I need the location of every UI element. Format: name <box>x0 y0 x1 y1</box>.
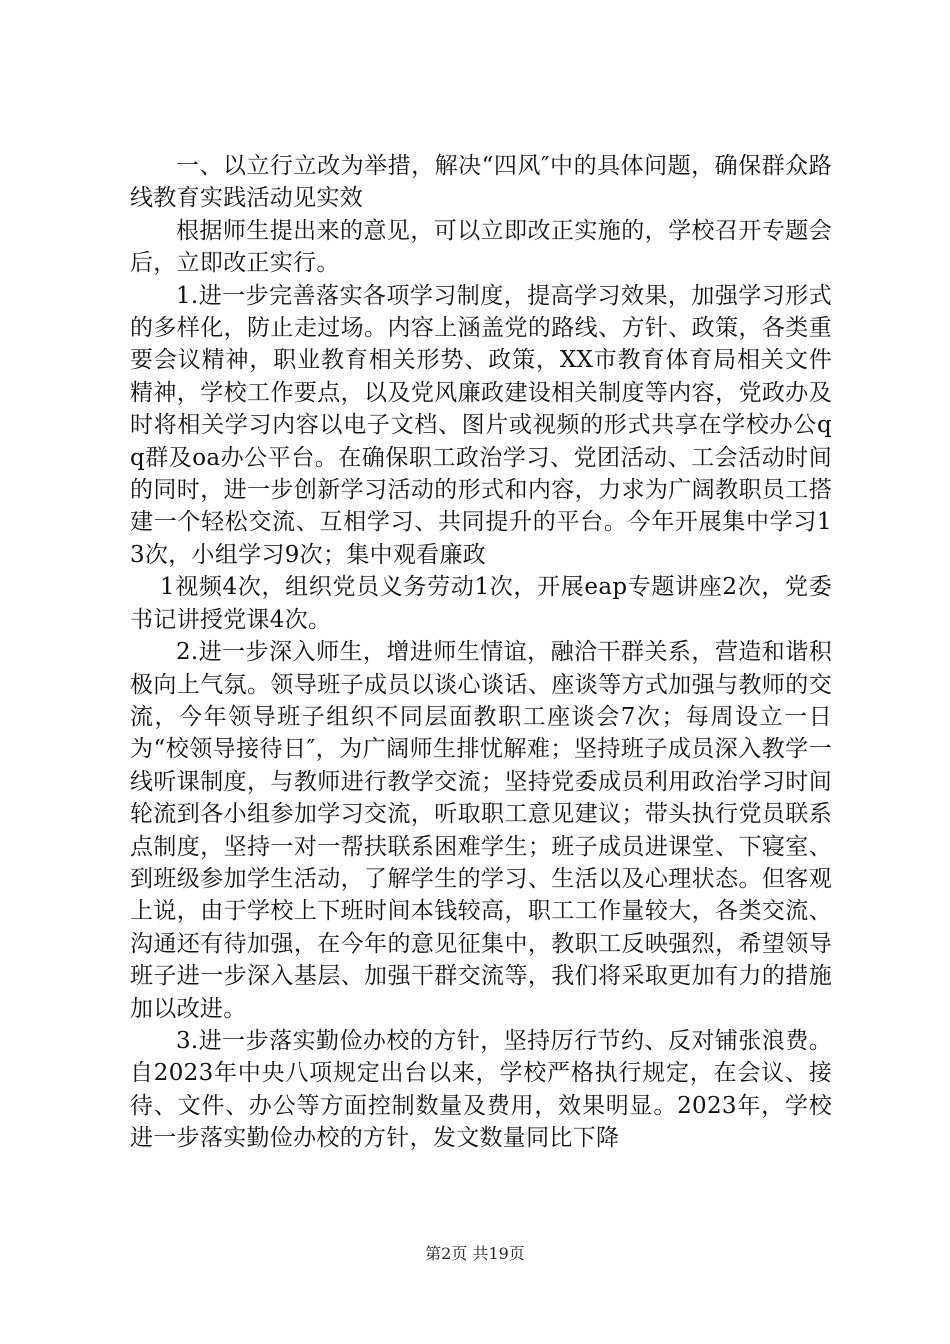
document-body <box>130 150 832 1155</box>
paragraph-intro: 根据师生提出来的意见，可以立即改正实施的，学校召开专题会后，立即改正实行。 <box>130 217 832 277</box>
paragraph-item-2: 2.进一步深入师生，增进师生情谊，融洽干群关系，营造和谐积极向上气氛。领导班子成员以谈心谈话、座谈等方式加强与教师的交流，今年领导班子组织不同层面教职工座谈会7次；每周设立一日为“校领导接待日″，为广阔师生排忧解难；坚持班子成员深入教学一线听课制度，与教师进行教学交流；坚持党委成员利用政治学习时间轮流到各小组参加学习交流，听取职工意见建议；带头执行党员联系点制度，坚持一对一帮扶联系困难学生；班子成员进课堂、下寝室、到班级参加学生活动，了解学生的学习、生活以及心理状态。但客观上说，由于学校上下班时间本钱较高，职工工作量较大，各类交流、沟通还有待加强，在今年的意见征集中，教职工反映强烈，希望领导班子进一步深入基层、加强干群交流等，我们将采取更加有力的措施加以改进。 <box>130 639 832 1022</box>
paragraph-item-3: 3.进一步落实勤俭办校的方针，坚持厉行节约、反对铺张浪费。自2023年中央八项规定出台以来，学校严格执行规定，在会议、接待、文件、办公等方面控制数量及费用，效果明显。2023年，学校进一步落实勤俭办校的方针，发文数量同比下降 <box>130 1027 832 1152</box>
page-number-footer: 第2页 共19页 <box>425 1244 525 1263</box>
section-heading: 一、以立行立改为举措，解决“四风″中的具体问题，确保群众路线教育实践活动见实效 <box>130 153 832 212</box>
paragraph-item-1: 1.进一步完善落实各项学习制度，提高学习效果，加强学习形式的多样化，防止走过场。内容上涵盖党的路线、方针、政策，各类重要会议精神，职业教育相关形势、政策，XX市教育体育局相关文件精神，学校工作要点，以及党风廉政建设相关制度等内容，党政办及时将相关学习内容以电子文档、图片或视频的形式共享在学校办公qq群及oa办公平台。在确保职工政治学习、党团活动、工会活动时间的同时，进一步创新学习活动的形式和内容，力求为广阔教职员工搭建一个轻松交流、互相学习、共同提升的平台。今年开展集中学习13次，小组学习9次；集中观看廉政 <box>130 282 832 568</box>
paragraph-item-1-continued: 1视频4次，组织党员义务劳动1次，开展eap专题讲座2次，党委书记讲授党课4次。 <box>130 574 832 633</box>
